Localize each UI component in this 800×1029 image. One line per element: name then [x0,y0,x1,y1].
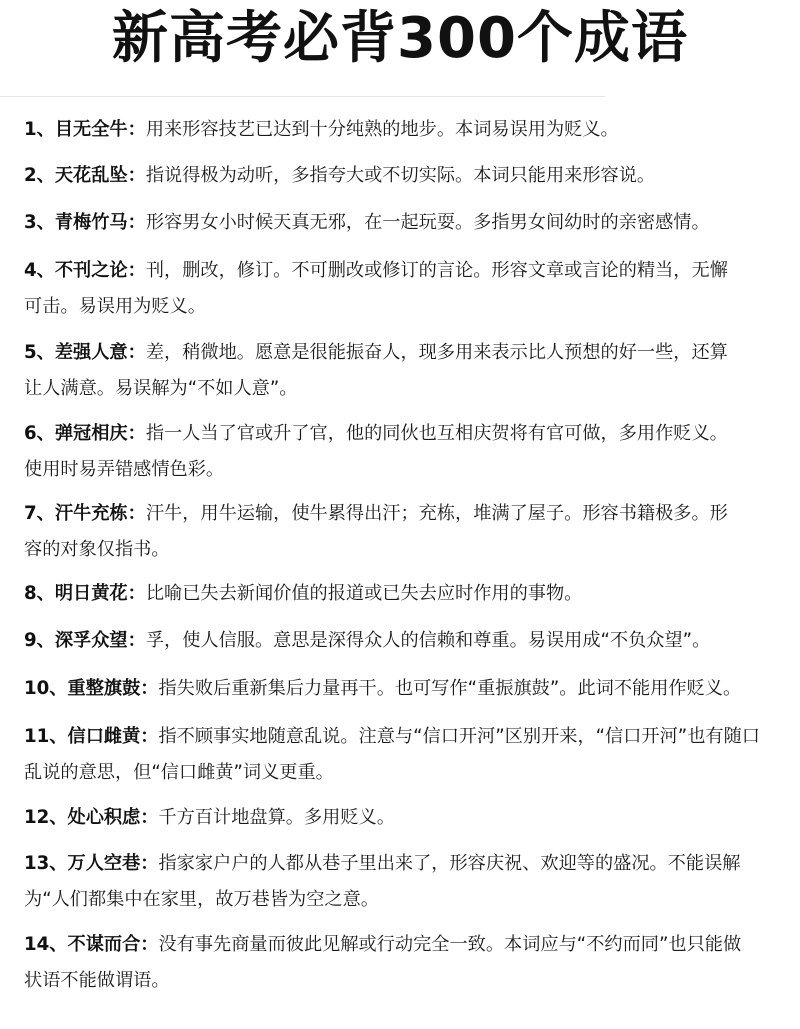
entry-line [24,416,788,452]
entry-line [24,335,788,371]
entry-colon: ： [127,342,146,363]
entry-line [24,112,788,148]
entry-line [24,800,788,836]
entry-number: 14、 [24,934,68,955]
entry-colon: ： [127,423,146,444]
entry-number: 6、 [24,423,55,444]
entry-line-continued: 使用时易弄错感情色彩。 [24,459,225,480]
entry-definition: 指一人当了官或升了官，他的同伙也互相庆贺将有官可做，多用作贬义。 [145,423,728,444]
entry-colon: ： [127,503,146,524]
idiom-entry [24,416,788,488]
idiom-entry [24,719,788,791]
entry-colon: ： [140,726,159,747]
entry-colon: ： [127,630,146,651]
entry-line-continued: 乱说的意思，但“信口雌黄”词义更重。 [24,762,334,783]
entry-line [24,623,788,659]
entry-term: 信口雌黄 [67,726,141,747]
entry-line-continued: 状语不能做谓语。 [24,970,170,991]
entry-line [24,719,788,755]
entry-definition: 刊，删改，修订。不可删改或修订的言论。形容文章或言论的精当，无懈 [145,260,728,281]
idiom-entry [24,846,788,918]
idiom-entry [24,253,788,325]
entry-colon: ： [127,583,146,604]
idiom-entry [24,205,788,241]
entry-number: 1、 [24,119,55,140]
idiom-entry [24,158,788,194]
entry-number: 12、 [24,807,68,828]
entry-number: 9、 [24,630,55,651]
entry-line [24,205,788,241]
entry-definition: 汗牛，用牛运输，使牛累得出汗；充栋，堆满了屋子。形容书籍极多。形 [145,503,728,524]
entry-term: 不刊之论 [54,260,128,281]
entry-line [24,671,788,707]
idiom-entry [24,623,788,659]
entry-definition: 指家家户户的人都从巷子里出来了，形容庆祝、欢迎等的盛况。不能误解 [158,853,741,874]
entry-number: 4、 [24,260,55,281]
entry-line [24,253,788,289]
entry-number: 3、 [24,212,55,233]
idiom-entry [24,496,788,568]
entry-line-continued: 容的对象仅指书。 [24,539,170,560]
idiom-entry [24,671,788,707]
entry-term: 青梅竹马 [54,212,128,233]
entry-term: 不谋而合 [67,934,141,955]
entry-term: 明日黄花 [54,583,128,604]
entry-number: 2、 [24,165,55,186]
entry-definition: 指失败后重新集后力量再干。也可写作“重振旗鼓”。此词不能用作贬义。 [158,678,742,699]
idiom-entry [24,800,788,836]
entry-number: 8、 [24,583,55,604]
entry-line [24,158,788,194]
entry-colon: ： [127,119,146,140]
idiom-entry [24,335,788,407]
entry-colon: ： [140,807,159,828]
entry-colon: ： [127,165,146,186]
entry-number: 5、 [24,342,55,363]
entry-number: 7、 [24,503,55,524]
entry-term: 差强人意 [54,342,128,363]
entry-colon: ： [127,260,146,281]
entry-term: 目无全牛 [54,119,128,140]
entry-term: 弹冠相庆 [54,423,128,444]
idiom-entry [24,576,788,612]
entry-definition: 形容男女小时候天真无邪，在一起玩耍。多指男女间幼时的亲密感情。 [145,212,710,233]
entry-term: 汗牛充栋 [54,503,128,524]
entry-line [24,576,788,612]
entry-colon: ： [140,934,159,955]
page-title: 新高考必背300个成语 [112,6,688,71]
entry-term: 重整旗鼓 [67,678,141,699]
entry-definition: 千方百计地盘算。多用贬义。 [158,807,395,828]
idiom-entry [24,927,788,999]
entry-line-continued: 让人满意。易误解为“不如人意”。 [24,378,298,399]
entry-line [24,846,788,882]
entry-term: 天花乱坠 [54,165,128,186]
entry-line [24,496,788,532]
entry-definition: 用来形容技艺已达到十分纯熟的地步。本词易误用为贬义。 [145,119,619,140]
entry-definition: 指不顾事实地随意乱说。注意与“信口开河”区别开来，“信口开河”也有随口 [158,726,760,747]
entry-term: 处心积虑 [67,807,141,828]
entry-line-continued: 可击。易误用为贬义。 [24,296,206,317]
entry-term: 深孚众望 [54,630,128,651]
entry-number: 11、 [24,726,68,747]
entry-number: 10、 [24,678,68,699]
entry-number: 13、 [24,853,68,874]
entry-colon: ： [140,853,159,874]
idiom-entry [24,112,788,148]
entry-definition: 指说得极为动听，多指夸大或不切实际。本词只能用来形容说。 [145,165,656,186]
entry-colon: ： [140,678,159,699]
entry-definition: 比喻已失去新闻价值的报道或已失去应时作用的事物。 [145,583,583,604]
entry-definition: 没有事先商量而彼此见解或行动完全一致。本词应与“不约而同”也只能做 [158,934,742,955]
entry-colon: ： [127,212,146,233]
entry-definition: 孚，使人信服。意思是深得众人的信赖和尊重。易误用成“不负众望”。 [145,630,711,651]
entry-line [24,927,788,963]
entry-line-continued: 为“人们都集中在家里，故万巷皆为空之意。 [24,889,379,910]
entry-term: 万人空巷 [67,853,141,874]
entry-definition: 差，稍微地。愿意是很能振奋人，现多用来表示比人预想的好一些，还算 [145,342,728,363]
